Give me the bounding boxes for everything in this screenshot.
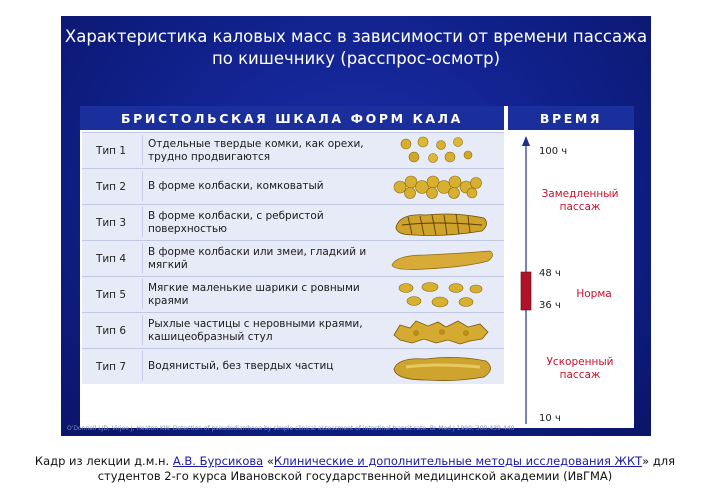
stool-type5-image (386, 279, 498, 311)
scale-row-type4 (82, 240, 504, 276)
type-description: В форме колбаски, комковатый (148, 180, 324, 192)
caption-prefix: Кадр из лекции д.м.н. (34, 454, 173, 468)
time-axis (508, 132, 634, 428)
type-label: Тип 5 (95, 288, 127, 301)
slide-title-line2: по кишечнику (расспрос-осмотр) (211, 49, 501, 68)
time-label-10h: 10 ч (539, 413, 561, 424)
time-header: ВРЕМЯ (508, 106, 634, 130)
lecture-slide (61, 16, 651, 436)
stool-type2-image (386, 171, 498, 203)
type-description: Отдельные твердые комки, как орехи, трудно продвигаются (148, 137, 364, 163)
scale-row-type7 (82, 348, 504, 384)
scale-row-type5 (82, 276, 504, 312)
scale-row-type1 (82, 132, 504, 168)
slide-title (61, 26, 651, 70)
norm-label: Норма (576, 288, 612, 300)
type-description: В форме колбаски, с ребристой поверхностью (148, 209, 324, 235)
type-label: Тип 4 (95, 252, 127, 265)
type-description: В форме колбаски или змеи, гладкий и мягкий (148, 245, 367, 271)
fast-passage-line2: пассаж (559, 369, 601, 381)
slow-passage-label (526, 188, 634, 214)
slow-passage-line1: Замедленный (541, 188, 619, 200)
time-label-48h: 48 ч (539, 268, 561, 279)
bristol-scale-table (80, 106, 634, 428)
scale-row-type2 (82, 168, 504, 204)
stool-type6-image (386, 315, 498, 347)
author-link[interactable]: А.В. Бурсикова (172, 454, 264, 468)
caption-line2: студентов 2-го курса Ивановской государственной медицинской академии (ИвГМА) (97, 469, 613, 483)
stool-type3-image (386, 207, 498, 239)
slow-passage-line2: пассаж (559, 201, 601, 213)
type-label: Тип 3 (95, 216, 127, 229)
source-citation: O'Donnell LJD, Virjee J, Heaton KW. Detection of pseudodiarrhoea by simple clinical assessment of intestinal transit rate. Br Med J 1990; 300:439-440 (67, 425, 515, 432)
norm-range-bar (521, 272, 531, 310)
time-scale (508, 132, 634, 428)
fast-passage-line1: Ускоренный (546, 356, 614, 368)
type-label: Тип 2 (95, 180, 127, 193)
stool-type1-image (386, 135, 498, 167)
type-description: Мягкие маленькие шарики с ровными краями (148, 281, 360, 307)
image-caption (0, 454, 710, 484)
type-label: Тип 1 (95, 144, 127, 157)
type-label: Тип 6 (95, 324, 127, 337)
type-label: Тип 7 (95, 360, 127, 373)
type-description: Водянистый, без твердых частиц (148, 360, 334, 372)
caption-suffix: » для (642, 454, 676, 468)
type-description: Рыхлые частицы с неровными краями, кашицеобразный стул (148, 317, 363, 343)
stool-type7-image (386, 351, 498, 383)
time-label-100h: 100 ч (539, 146, 568, 157)
lecture-link[interactable]: Клинические и дополнительные методы исследования ЖКТ (273, 454, 643, 468)
slide-title-line1: Характеристика каловых масс в зависимости от времени пассажа (64, 27, 648, 46)
stool-type4-image (386, 243, 498, 275)
scale-row-type6 (82, 312, 504, 348)
scale-row-type3 (82, 204, 504, 240)
time-label-36h: 36 ч (539, 300, 561, 311)
fast-passage-label (526, 356, 634, 382)
caption-middle: « (263, 454, 274, 468)
scale-header: БРИСТОЛЬСКАЯ ШКАЛА ФОРМ КАЛА (80, 106, 504, 130)
